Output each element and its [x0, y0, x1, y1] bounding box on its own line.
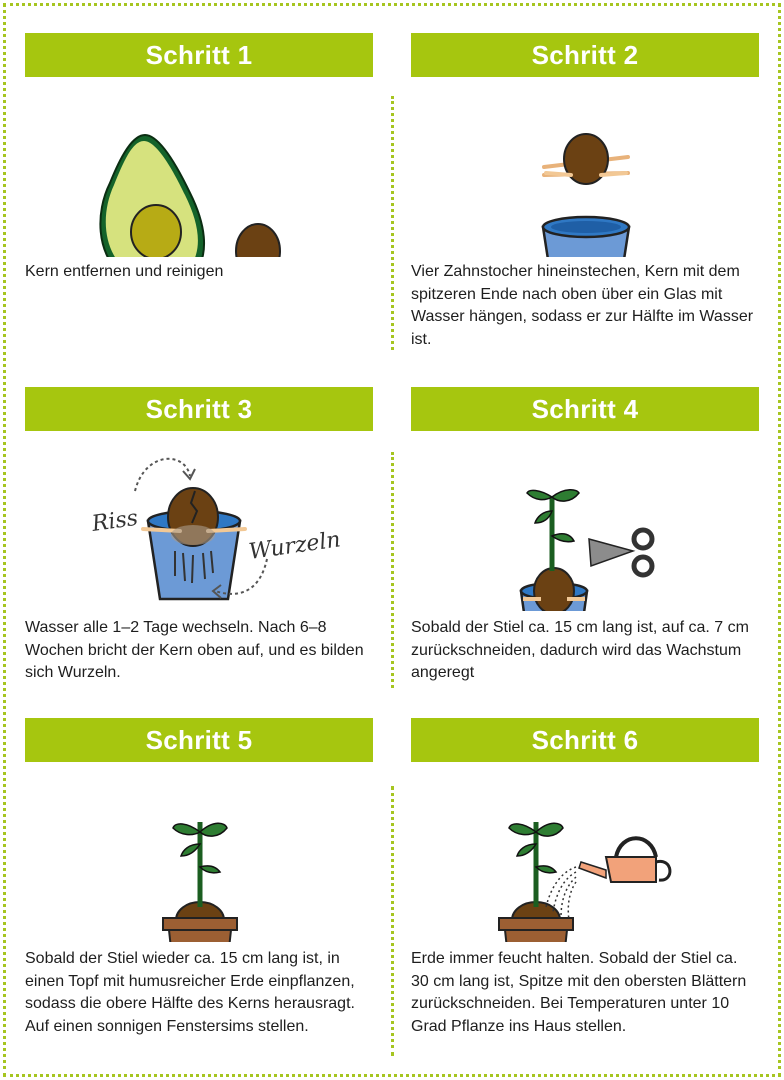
step-text: Sobald der Stiel ca. 15 cm lang ist, auf ca. 7 cm zurückschneiden, dadurch wird das Wachstum angeregt: [411, 619, 749, 681]
step-card-5: [25, 718, 373, 1035]
step-text: Wasser alle 1–2 Tage wechseln. Nach 6–8 Wochen bricht der Kern oben auf, und es bilden sich Wurzeln.: [25, 619, 364, 681]
crack-label: Riss: [90, 505, 140, 537]
step-illustration: [411, 77, 759, 257]
step-card-1: [25, 33, 373, 280]
step-card-6: [411, 718, 759, 1035]
step-title: Schritt 4: [531, 393, 639, 424]
step-header: [411, 387, 759, 431]
watering-can-icon: [579, 838, 670, 882]
step-title: Schritt 6: [531, 724, 639, 755]
step-header: [411, 718, 759, 762]
step-title: Schritt 5: [145, 724, 253, 755]
glass-with-rooting-seed-icon: [143, 488, 245, 599]
step-card-3: [25, 387, 373, 681]
glass-with-sprout-icon: [521, 490, 587, 611]
avocado-seed-icon: [236, 224, 280, 257]
column-divider: [391, 96, 394, 350]
step-header: [25, 718, 373, 762]
step-header: [25, 33, 373, 77]
roots-label: Wurzeln: [247, 527, 343, 565]
glass-of-water-icon: [543, 217, 629, 257]
step-card-4: [411, 387, 759, 681]
potted-plant-icon: [499, 822, 573, 942]
step-text: Kern entfernen und reinigen: [25, 263, 224, 280]
step-text: Erde immer feucht halten. Sobald der Stiel ca. 30 cm lang ist, Spitze mit den obersten Blättern zurückschneiden. Bei Temperaturen unter 10 Grad Pflanze ins Haus stellen.: [411, 950, 747, 1035]
step-illustration: [25, 431, 373, 611]
arrow-to-crack-icon: [135, 459, 190, 491]
seed-with-toothpicks-icon: [544, 134, 628, 184]
step-card-2: [411, 33, 759, 348]
step-illustration: [25, 762, 373, 942]
column-divider: [391, 786, 394, 1056]
column-divider: [391, 452, 394, 688]
step-title: Schritt 3: [145, 393, 253, 424]
step-illustration: [25, 77, 373, 257]
step-title: Schritt 2: [531, 39, 639, 70]
step-text: Sobald der Stiel wieder ca. 15 cm lang ist, in einen Topf mit humusreicher Erde einpflanzen, sodass die obere Hälfte des Kerns herausragt. Auf einen sonnigen Fenstersims stellen.: [25, 950, 355, 1035]
step-header: [25, 387, 373, 431]
step-text: Vier Zahnstocher hineinstechen, Kern mit dem spitzeren Ende nach oben über ein Glas mit Wasser hängen, sodass er zur Hälfte im Wasser ist.: [411, 263, 754, 348]
step-header: [411, 33, 759, 77]
step-illustration: [411, 431, 759, 611]
avocado-half-icon: [100, 135, 204, 257]
step-title: Schritt 1: [145, 39, 253, 70]
scissors-icon: [589, 530, 652, 575]
potted-plant-icon: [163, 822, 237, 942]
step-illustration: [411, 762, 759, 942]
